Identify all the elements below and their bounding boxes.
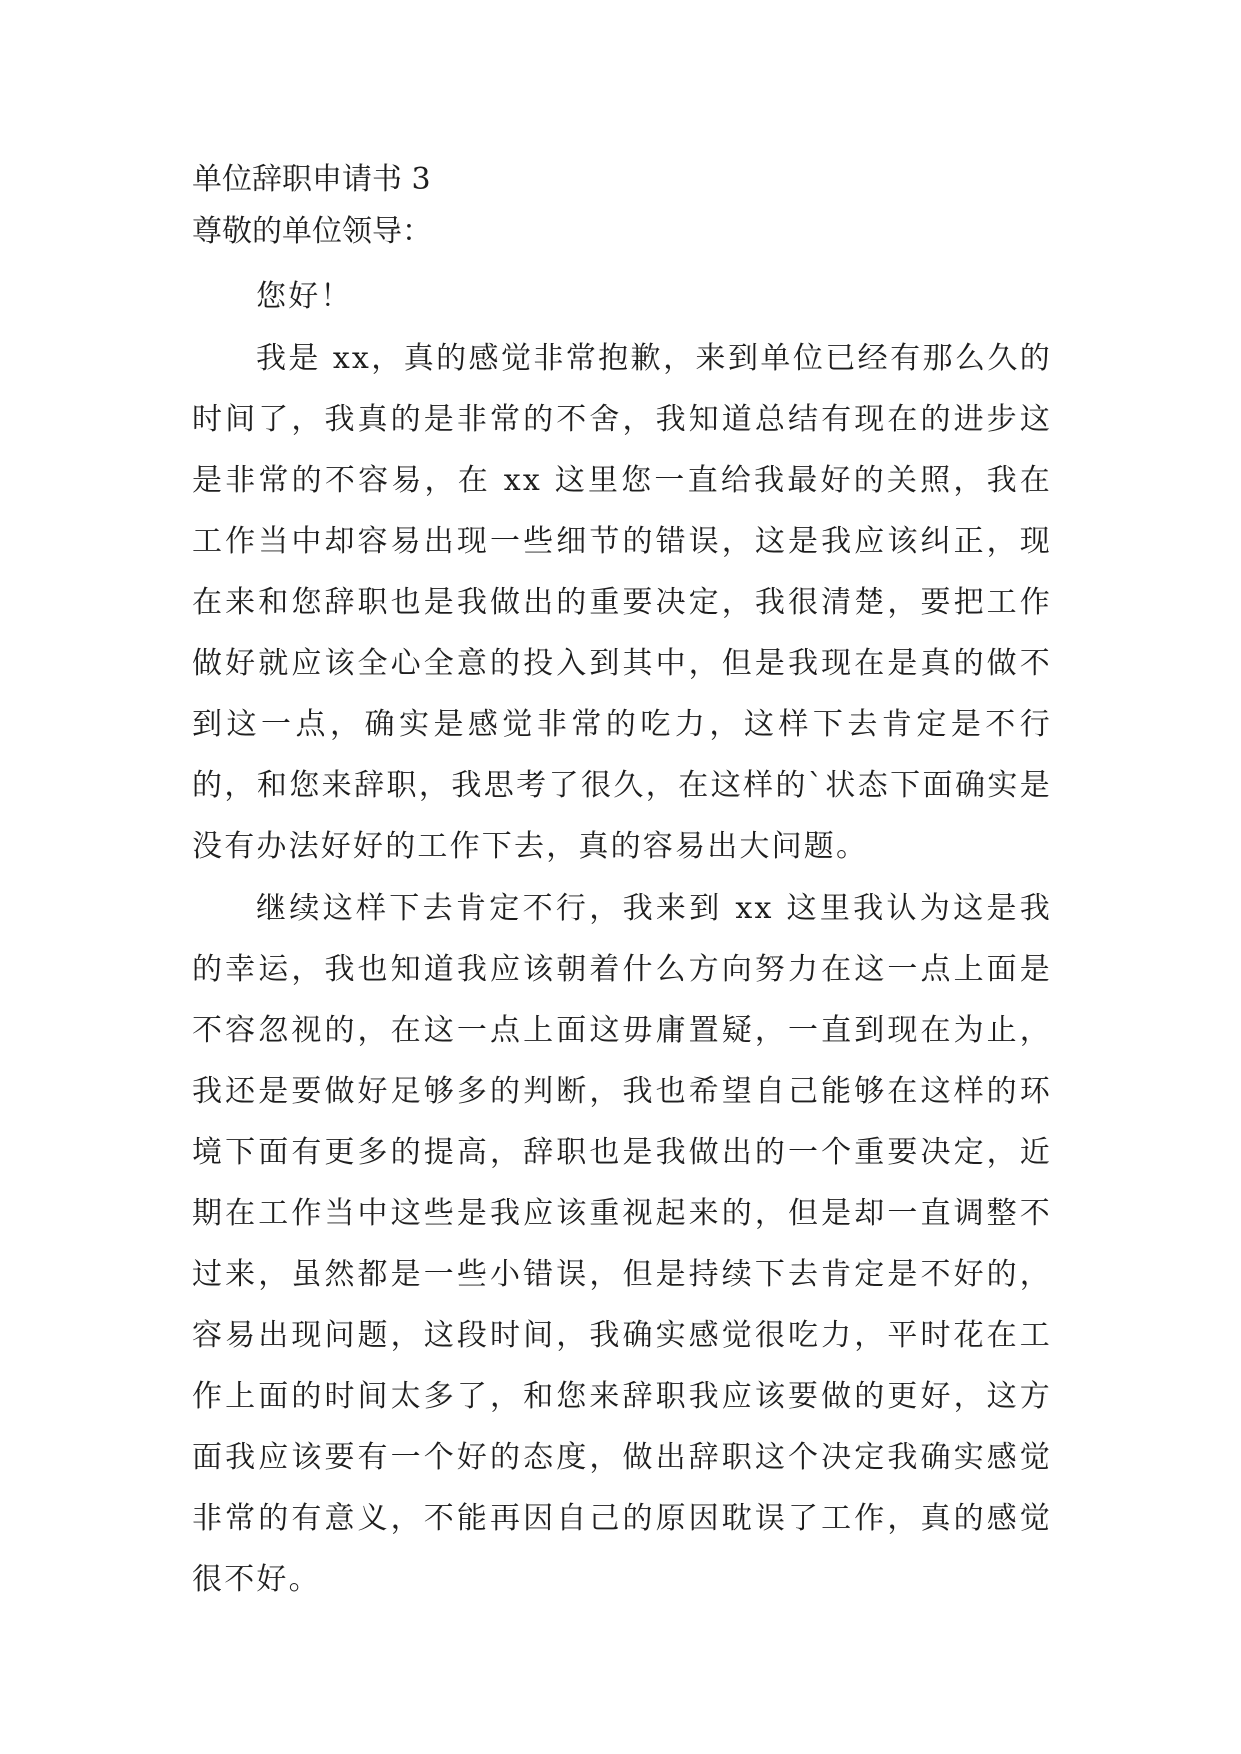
greeting: 您好！: [256, 279, 353, 314]
document-title: 单位辞职申请书 3: [192, 162, 431, 197]
salutation: 尊敬的单位领导：: [192, 214, 432, 249]
paragraph-2: 继续这样下去肯定不行，我来到 xx 这里我认为这是我的幸运，我也知道我应该朝着什么方向努力在这一点上面是不容忽视的，在这一点上面这毋庸置疑，一直到现在为止，我还是要做好足够多的判断，我也希望自己能够在这样的环境下面有更多的提高，辞职也是我做出的一个重要决定，近期在工作当中这些是我应该重视起来的，但是却一直调整不过来，虽然都是一些小错误，但是持续下去肯定是不好的，容易出现问题，这段时间，我确实感觉很吃力，平时花在工作上面的时间太多了，和您来辞职我应该要做的更好，这方面我应该要有一个好的态度，做出辞职这个决定我确实感觉非常的有意义，不能再因自己的原因耽误了工作，真的感觉很不好。: [192, 891, 1052, 1597]
letter-body: [192, 160, 1052, 1610]
paragraph-1: 我是 xx，真的感觉非常抱歉，来到单位已经有那么久的时间了，我真的是非常的不舍，我知道总结有现在的进步这是非常的不容易，在 xx 这里您一直给我最好的关照，我在工作当中却容易出现一些细节的错误，这是我应该纠正，现在来和您辞职也是我做出的重要决定，我很清楚，要把工作做好就应该全心全意的投入到其中，但是我现在是真的做不到这一点，确实是感觉非常的吃力，这样下去肯定是不行的，和您来辞职，我思考了很久，在这样的`状态下面确实是没有办法好好的工作下去，真的容易出大问题。: [192, 341, 1052, 864]
